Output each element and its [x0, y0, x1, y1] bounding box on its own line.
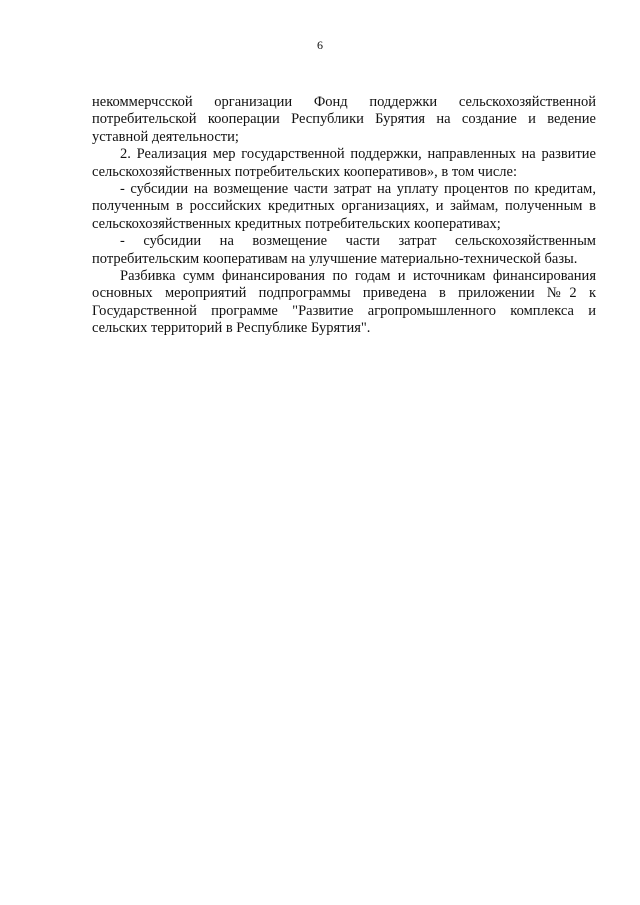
page-number: 6 [317, 38, 323, 52]
paragraph-continuation: некоммерчсской организации Фонд поддержки сельскохозяйственной потребительской кооперации Республики Бурятия на создание и ведение уставной деятельности; [92, 94, 596, 145]
paragraph-item-2: 2. Реализация мер государственной поддержки, направленных на развитие сельскохозяйственных потребительских кооперативов», в том числе: [92, 146, 596, 180]
document-body [92, 94, 596, 338]
paragraph-financing-breakdown: Разбивка сумм финансирования по годам и источникам финансирования основных мероприятий подпрограммы приведена в приложении №2 к Государственной программе "Развитие агропромышленного комплекса и сельских территорий в Республике Бурятия". [92, 268, 596, 337]
paragraph-subsidy-interest: - субсидии на возмещение части затрат на уплату процентов по кредитам, полученным в российских кредитных организациях, и займам, полученным в сельскохозяйственных кредитных потребительских кооперативах; [92, 181, 596, 232]
paragraph-subsidy-material-base: - субсидии на возмещение части затрат сельскохозяйственным потребительским кооперативам на улучшение материально-технической базы. [92, 233, 596, 267]
